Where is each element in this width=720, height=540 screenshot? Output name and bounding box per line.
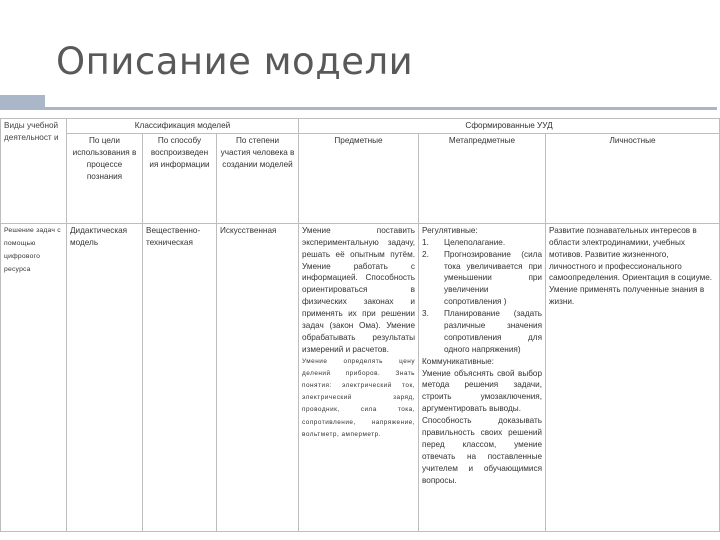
header-by-degree: По степени участия человека в создании моделей xyxy=(217,133,299,223)
meta-item-3: 3. Планирование (задать различные значения сопротивления для одного напряжения) xyxy=(422,309,543,354)
meta-regulative-label: Регулятивные: xyxy=(422,225,478,235)
meta-item-1: 1. Целеполагание. xyxy=(422,237,506,247)
table-row xyxy=(1,223,720,531)
meta-communicative-text: Умение объяснять свой выбор метода решения задачи, строить умозаключения, аргументировать выводы. xyxy=(422,368,543,414)
table-header-row xyxy=(1,119,720,134)
slide-title: Описание модели xyxy=(56,40,414,83)
header-by-method: По способу воспроизведен ия информации xyxy=(143,133,217,223)
header-metasubject: Метапредметные xyxy=(419,133,546,223)
cell-degree: Искусственная xyxy=(217,223,299,531)
header-activity-types: Виды учебной деятельност и xyxy=(1,119,67,224)
header-subject: Предметные xyxy=(299,133,419,223)
cell-purpose: Дидактическая модель xyxy=(67,223,143,531)
table-subheader-row xyxy=(1,133,720,223)
cell-metasubject xyxy=(419,223,546,531)
subject-small-text: Умение определять цену делений приборов. Знать понятия: электрический ток, электрический заряд, проводник, сила тока, сопротивление, напряжение, вольтметр, амперметр. xyxy=(302,357,416,438)
title-accent-line xyxy=(45,107,717,110)
header-personal: Личностные xyxy=(546,133,720,223)
cell-activity: Решение задач с помощью цифрового ресурса xyxy=(1,223,67,531)
meta-item-2: 2. Прогнозирование (сила тока увеличивается при уменьшении при увеличении сопротивления ) xyxy=(422,249,543,307)
cell-subject xyxy=(299,223,419,531)
cell-method: Вещественно-техническая xyxy=(143,223,217,531)
header-by-purpose: По цели использования в процессе познания xyxy=(67,133,143,223)
header-formed-uud: Сформированные УУД xyxy=(299,119,720,134)
meta-communicative-text-2: Способность доказывать правильность своих решений перед классом, умение отвечать на поставленные учителем и обучающимися вопросы. xyxy=(422,416,543,485)
header-model-classification: Классификация моделей xyxy=(67,119,299,134)
model-description-table xyxy=(0,118,720,532)
subject-main-text: Умение поставить экспериментальную задачу, решать её опытным путём. Умение работать с информацией. Способность ориентироваться в физических законах и применять их при решении задач (закон Ома). Умение обрабатывать результаты измерений и расчетов. xyxy=(302,225,416,354)
meta-communicative-label: Коммуникативные: xyxy=(422,356,494,366)
cell-personal: Развитие познавательных интересов в области электродинамики, учебных мотивов. Развитие жизненного, личностного и профессионального самоопределения. Ориентация в социуме. Умение применять полученные знания в жизни. xyxy=(546,223,720,531)
title-accent-bar xyxy=(0,95,45,110)
